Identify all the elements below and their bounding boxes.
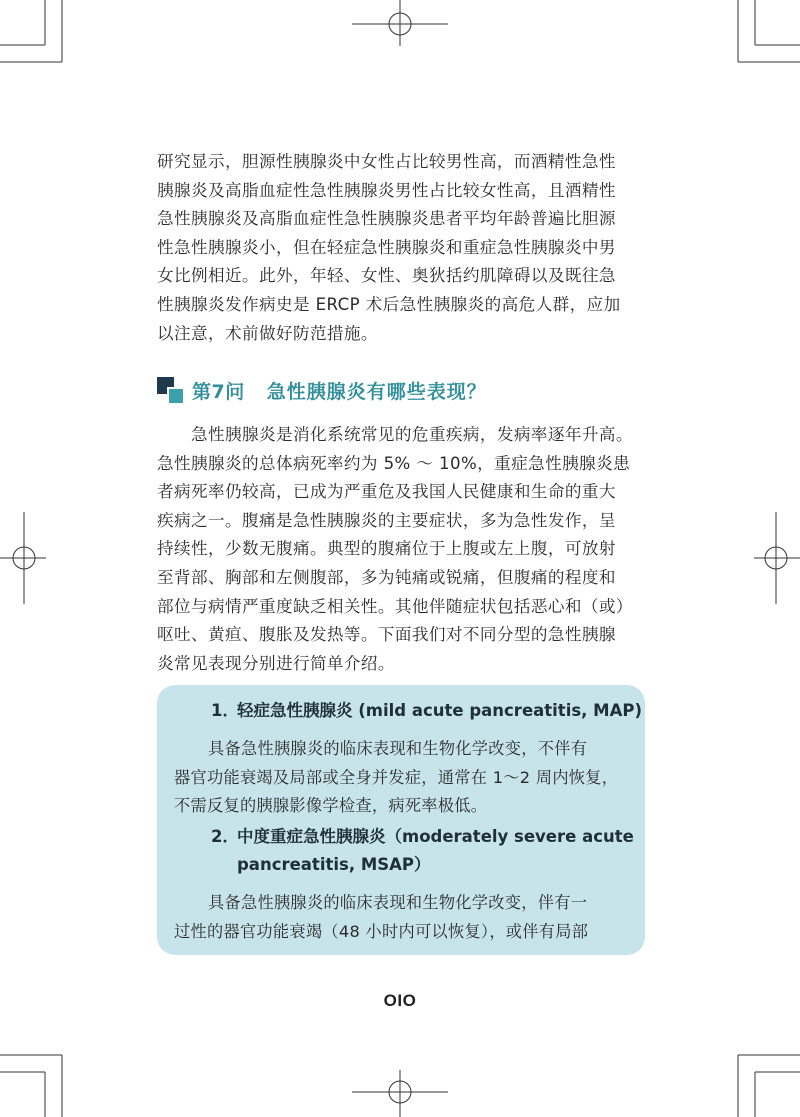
text-line: 过性的器官功能衰竭（48 小时内可以恢复），或伴有局部 [174, 921, 589, 941]
info-box [157, 685, 645, 955]
subheading-msap [211, 823, 634, 851]
text-line: 研究显示，胆源性胰腺炎中女性占比较男性高，而酒精性急性 [157, 152, 616, 171]
text-line: 性胰腺炎发作病史是 ERCP 术后急性胰腺炎的高危人群，应加 [157, 294, 621, 314]
subheading-title: 中度重症急性胰腺炎（moderately severe acute [237, 827, 634, 846]
heading-square-icon [157, 377, 183, 403]
section-paragraph [157, 421, 645, 678]
text-line: 具备急性胰腺炎的临床表现和生物化学改变，不伴有 [208, 739, 588, 758]
text-line: 急性胰腺炎的总体病死率约为 5% ～ 10%，重症急性胰腺炎患 [157, 453, 631, 473]
section-heading [157, 374, 487, 406]
subheading-title: 轻症急性胰腺炎 (mild acute pancreatitis, MAP) [237, 701, 643, 720]
box-paragraph-msap [174, 889, 630, 946]
text-line: 以注意，术前做好防范措施。 [157, 323, 378, 343]
text-line: 具备急性胰腺炎的临床表现和生物化学改变，伴有一 [208, 893, 588, 912]
text-line: 胰腺炎及高脂血症性急性胰腺炎男性占比较女性高，且酒精性 [157, 180, 616, 200]
text-line: 持续性，少数无腹痛。典型的腹痛位于上腹或左上腹，可放射 [157, 539, 616, 559]
text-line: 急性胰腺炎是消化系统常见的危重疾病，发病率逐年升高。 [191, 425, 633, 444]
subheading-number: 2． [211, 827, 239, 846]
subheading-msap-continued: pancreatitis, MSAP） [237, 855, 431, 874]
text-line: 炎常见表现分别进行简单介绍。 [157, 653, 395, 673]
text-line: 不需反复的胰腺影像学检查，病死率极低。 [174, 796, 488, 816]
text-line: 器官功能衰竭及局部或全身并发症，通常在 1～2 周内恢复， [174, 767, 619, 787]
page-number: OIO [383, 991, 417, 1010]
text-line: 女比例相近。此外，年轻、女性、奥狄括约肌障碍以及既往急 [157, 266, 616, 286]
section-title: 急性胰腺炎有哪些表现？ [266, 380, 487, 403]
text-line: 至背部、胸部和左侧腹部，多为钝痛或锐痛，但腹痛的程度和 [157, 567, 616, 587]
subheading-map [211, 697, 642, 725]
intro-paragraph [157, 148, 645, 348]
section-number: 第7问 [192, 380, 245, 403]
text-line: 者病死率仍较高，已成为严重危及我国人民健康和生命的重大 [157, 482, 616, 502]
text-line: 急性胰腺炎及高脂血症性急性胰腺炎患者平均年龄普遍比胆源 [157, 209, 616, 229]
subheading-number: 1． [211, 701, 239, 720]
text-line: 部位与病情严重度缺乏相关性。其他伴随症状包括恶心和（或） [157, 596, 633, 616]
box-paragraph-map [174, 735, 630, 821]
text-line: 疾病之一。腹痛是急性胰腺炎的主要症状，多为急性发作，呈 [157, 510, 616, 530]
text-line: 呕吐、黄疸、腹胀及发热等。下面我们对不同分型的急性胰腺 [157, 625, 616, 645]
text-line: 性急性胰腺炎小，但在轻症急性胰腺炎和重症急性胰腺炎中男 [157, 237, 616, 257]
